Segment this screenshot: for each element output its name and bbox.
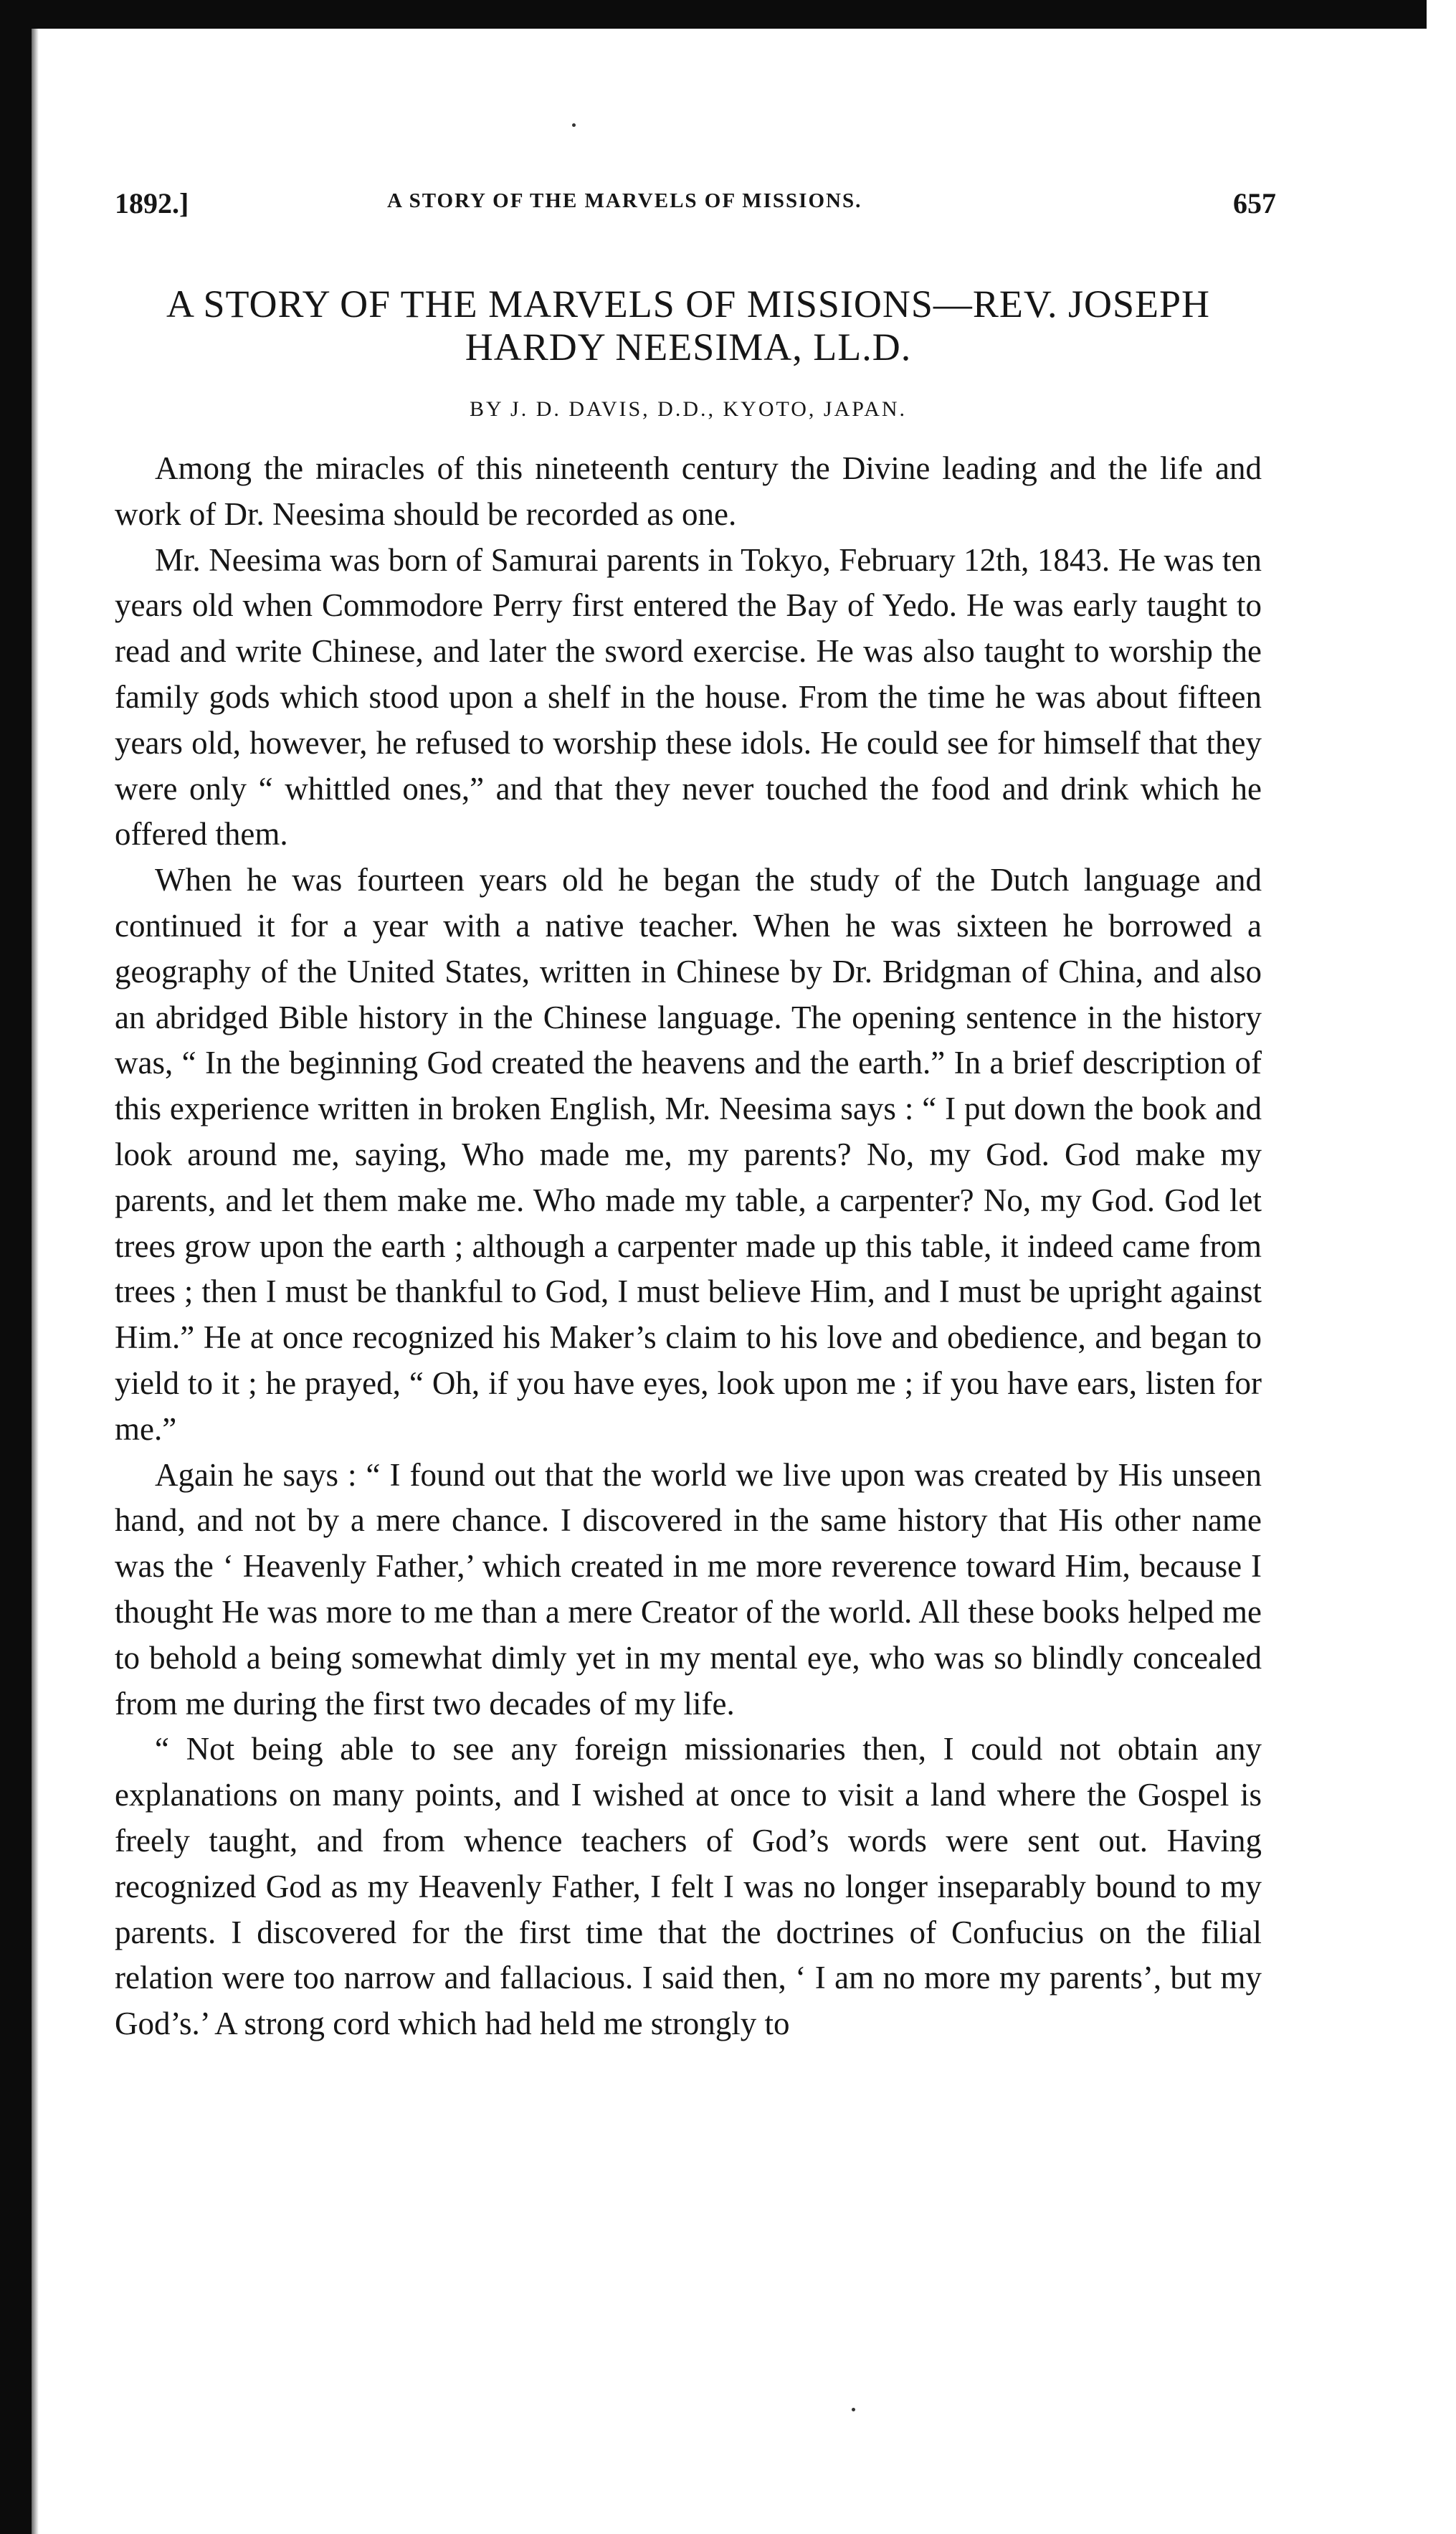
article-title	[115, 283, 1262, 369]
scan-border-left	[0, 0, 32, 2534]
page-number: 657	[1233, 187, 1276, 219]
running-head-year: 1892.]	[115, 187, 189, 219]
article-title-line1: A STORY OF THE MARVELS OF MISSIONS—REV. JOSEPH	[166, 283, 1210, 326]
scan-speck	[572, 123, 576, 127]
scan-border-shadow	[32, 29, 39, 2534]
scan-border-top	[0, 0, 1427, 29]
running-head-title: A STORY OF THE MARVELS OF MISSIONS.	[387, 189, 862, 212]
article-body	[115, 446, 1262, 2047]
running-head	[115, 172, 1276, 219]
paragraph: Mr. Neesima was born of Samurai parents in Tokyo, February 12th, 1843. He was ten years old when Commodore Perry first entered the Bay of Yedo. He was early taught to read and write Chinese, and later the sword exercise. He was also taught to worship the family gods which stood upon a shelf in the house. From the time he was about fifteen years old, however, he refused to worship these idols. He could see for himself that they were only “ whittled ones,” and that they never touched the food and drink which he offered them.	[115, 541, 1262, 853]
article-title-line2: HARDY NEESIMA, LL.D.	[465, 326, 912, 369]
paragraph: When he was fourteen years old he began the study of the Dutch language and continued it for a year with a native teacher. When he was sixteen he borrowed a geography of the United States, written in Chinese by Dr. Bridgman of China, and also an abridged Bible history in the Chinese language. The opening sentence in the history was, “ In the beginning God created the heavens and the earth.” In a brief description of this experience written in broken English, Mr. Neesima says : “ I put down the book and look around me, saying, Who made me, my parents? No, my God. God make my parents, and let them make me. Who made my table, a carpenter? No, my God. God let trees grow upon the earth ; although a carpenter made up this table, it indeed came from trees ; then I must be thankful to God, I must believe Him, and I must be upright against Him.” He at once recognized his Maker’s claim to his love and obedience, and began to yield to it ; he prayed, “ Oh, if you have eyes, look upon me ; if you have ears, listen for me.”	[115, 862, 1262, 1447]
article-byline: BY J. D. DAVIS, D.D., KYOTO, JAPAN.	[469, 397, 908, 421]
paragraph: Again he says : “ I found out that the world we live upon was created by His unseen hand, and not by a mere chance. I discovered in the same history that His other name was the ‘ Heavenly Father,’ which created in me more reverence toward Him, because I thought He was more to me than a mere Creator of the world. All these books helped me to behold a being somewhat dimly yet in my mental eye, who was so blindly concealed from me during the first two decades of my life.	[115, 1456, 1262, 1722]
scan-speck	[852, 2408, 855, 2411]
book-page	[115, 172, 1276, 2047]
paragraph: “ Not being able to see any foreign missionaries then, I could not obtain any explanations on many points, and I wished at once to visit a land where the Gospel is freely taught, and from whence teachers of God’s words were sent out. Having recognized God as my Heavenly Father, I felt I was no longer inseparably bound to my parents. I discovered for the first time that the doctrines of Confucius on the filial relation were too narrow and fallacious. I said then, ‘ I am no more my parents’, but my God’s.’ A strong cord which had held me strongly to	[115, 1731, 1262, 2042]
paragraph: Among the miracles of this nineteenth century the Divine leading and the life and work of Dr. Neesima should be recorded as one.	[115, 450, 1262, 532]
